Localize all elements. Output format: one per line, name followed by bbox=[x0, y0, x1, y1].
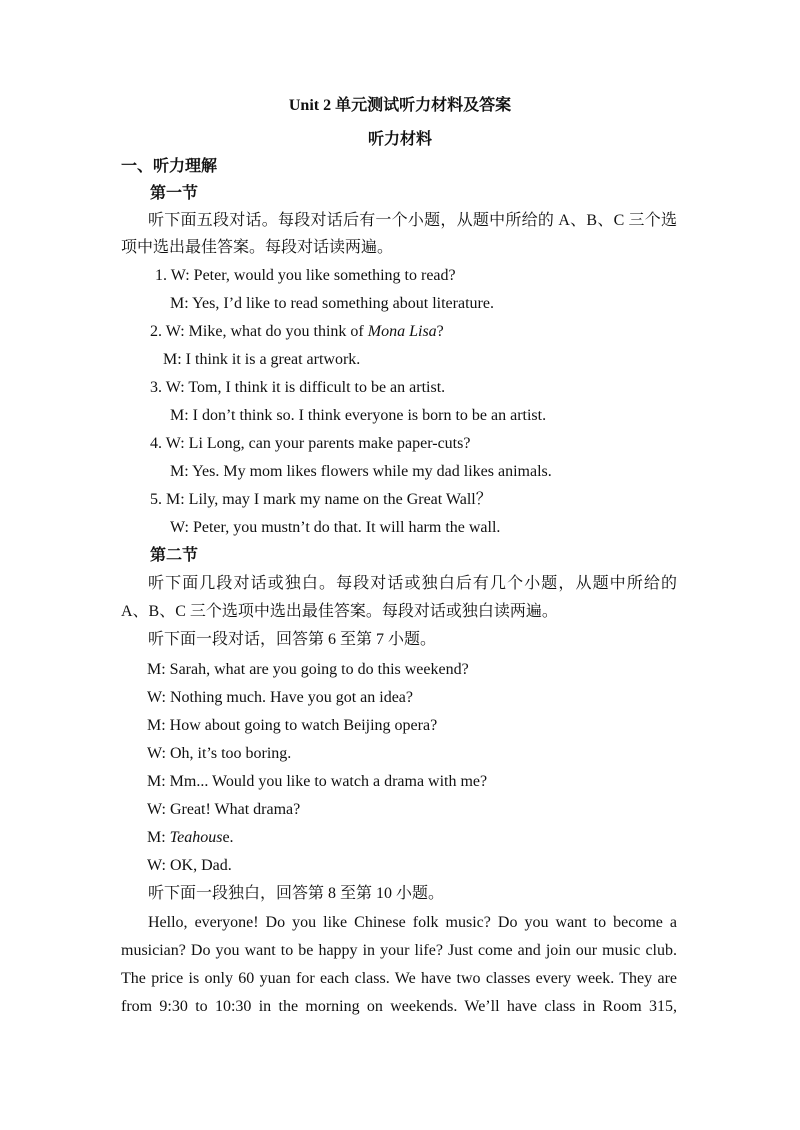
dialogue-line-6: W: Great! What drama? bbox=[147, 801, 301, 818]
dialogue-1-answer: M: Yes, I’d like to read something about literature. bbox=[170, 295, 494, 312]
dialogue-line-3: M: How about going to watch Beijing opera? bbox=[147, 717, 438, 734]
document-title: Unit 2 单元测试听力材料及答案 bbox=[288, 97, 512, 114]
monologue-line-3: The price is only 60 yuan for each class. We have two classes every week. They are bbox=[121, 970, 677, 987]
part-one-instruction-line-1: 听下面五段对话。每段对话后有一个小题，从题中所给的 A、B、C 三个选 bbox=[148, 212, 677, 229]
dialogue-2-question-end: ? bbox=[436, 323, 444, 340]
part-one-instruction-line-2: 项中选出最佳答案。每段对话读两遍。 bbox=[121, 239, 394, 256]
monologue-intro: 听下面一段独白，回答第 8 至第 10 小题。 bbox=[148, 885, 445, 902]
dialogue-4-answer: M: Yes. My mom likes flowers while my dad likes animals. bbox=[170, 463, 552, 480]
dialogue-intro: 听下面一段对话，回答第 6 至第 7 小题。 bbox=[148, 631, 437, 648]
dialogue-5-answer: W: Peter, you mustn’t do that. It will harm the wall. bbox=[170, 519, 501, 536]
dialogue-2-question-title: Mona Lisa bbox=[367, 323, 437, 340]
dialogue-line-last: W: OK, Dad. bbox=[147, 857, 232, 874]
teahouse-end: e. bbox=[222, 829, 234, 846]
dialogue-line-2: W: Nothing much. Have you got an idea? bbox=[147, 689, 413, 706]
dialogue-line-4: W: Oh, it’s too boring. bbox=[147, 745, 292, 762]
dialogue-3-answer: M: I don’t think so. I think everyone is born to be an artist. bbox=[170, 407, 547, 424]
part-two-instruction-line-2: A、B、C 三个选项中选出最佳答案。每段对话或独白读两遍。 bbox=[121, 603, 558, 620]
monologue-line-2: musician? Do you want to be happy in your life? Just come and join our music club. bbox=[121, 942, 677, 959]
monologue-line-4: from 9:30 to 10:30 in the morning on weekends. We’ll have class in Room 315, bbox=[121, 998, 677, 1015]
part-two-instruction-line-1: 听下面几段对话或独白。每段对话或独白后有几个小题，从题中所给的 bbox=[148, 575, 677, 592]
dialogue-line-5: M: Mm... Would you like to watch a drama with me? bbox=[147, 773, 488, 790]
dialogue-3-question: 3. W: Tom, I think it is difficult to be an artist. bbox=[150, 379, 446, 396]
part-one-heading: 第一节 bbox=[150, 185, 199, 202]
dialogue-2-question-text: 2. W: Mike, what do you think of bbox=[150, 323, 368, 340]
dialogue-line-1: M: Sarah, what are you going to do this weekend? bbox=[147, 661, 469, 678]
section-heading-listening: 一、听力理解 bbox=[121, 158, 218, 175]
part-two-heading: 第二节 bbox=[150, 547, 199, 564]
dialogue-2-answer: M: I think it is a great artwork. bbox=[163, 351, 361, 368]
dialogue-1-question: 1. W: Peter, would you like something to read? bbox=[155, 267, 456, 284]
dialogue-line-teahouse bbox=[147, 828, 234, 848]
dialogue-5-question: 5. M: Lily, may I mark my name on the Great Wall？ bbox=[150, 491, 492, 508]
teahouse-speaker: M: bbox=[147, 829, 170, 846]
dialogue-2-question bbox=[150, 322, 444, 342]
document-subtitle: 听力材料 bbox=[367, 131, 432, 148]
teahouse-title: Teahous bbox=[169, 829, 223, 846]
dialogue-4-question: 4. W: Li Long, can your parents make paper-cuts? bbox=[150, 435, 471, 452]
monologue-line-1: Hello, everyone! Do you like Chinese folk music? Do you want to become a bbox=[148, 914, 677, 931]
